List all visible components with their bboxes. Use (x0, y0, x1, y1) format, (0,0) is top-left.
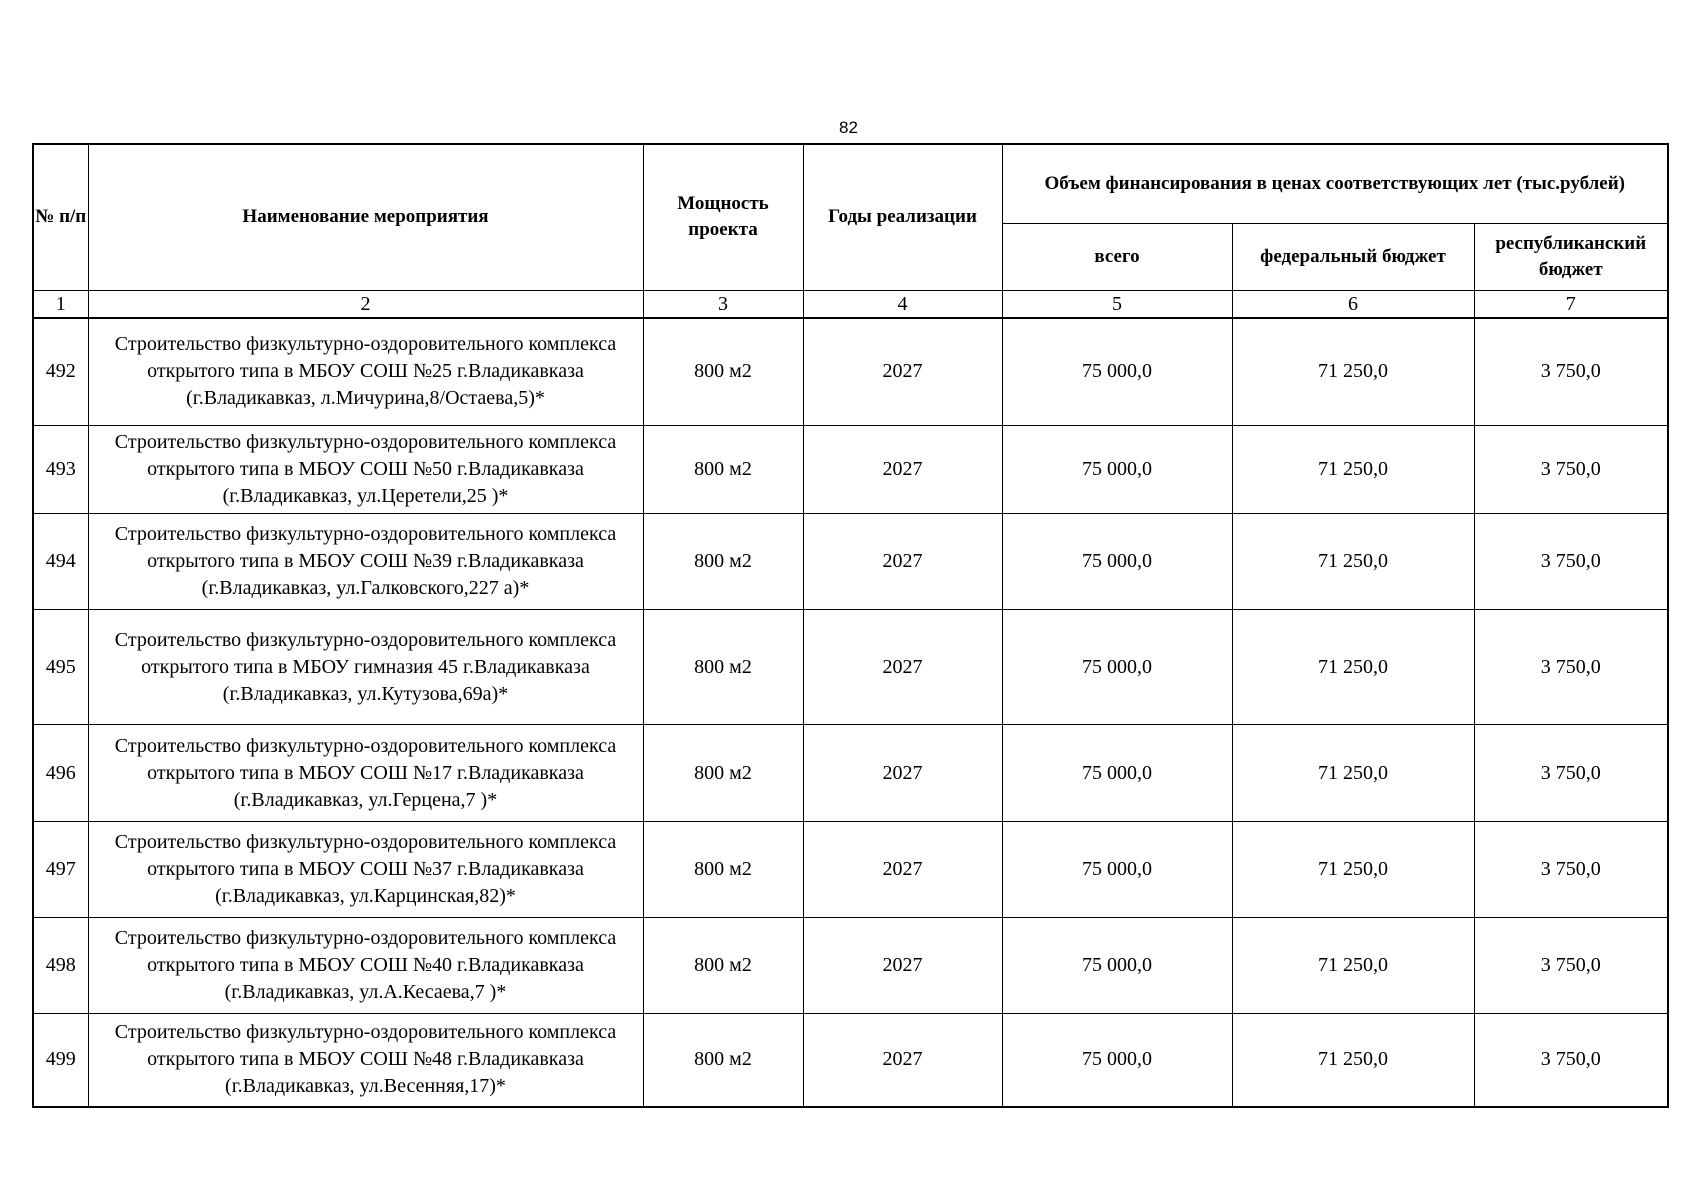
table-row (33, 918, 1668, 1014)
header-funding: Объем финансирования в ценах соответствующих лет (тыс.рублей) (1002, 144, 1668, 223)
header-num: № п/п (33, 144, 88, 290)
funding-federal: 71 250,0 (1232, 318, 1474, 426)
header-capacity: Мощность проекта (643, 144, 803, 290)
implementation-year: 2027 (803, 725, 1002, 822)
project-capacity: 800 м2 (643, 318, 803, 426)
implementation-year: 2027 (803, 918, 1002, 1014)
implementation-year: 2027 (803, 318, 1002, 426)
funding-total: 75 000,0 (1002, 610, 1232, 725)
funding-federal: 71 250,0 (1232, 514, 1474, 610)
row-number: 495 (33, 610, 88, 725)
funding-federal: 71 250,0 (1232, 918, 1474, 1014)
column-number: 3 (643, 290, 803, 318)
header-name: Наименование мероприятия (88, 144, 643, 290)
row-number: 498 (33, 918, 88, 1014)
financing-table (32, 143, 1669, 1108)
funding-total: 75 000,0 (1002, 318, 1232, 426)
table-row (33, 514, 1668, 610)
event-name: Строительство физкультурно-оздоровительного комплекса открытого типа в МБОУ СОШ №48 г.Владикавказа (г.Владикавказ, ул.Весенняя,17)* (88, 1014, 643, 1107)
funding-republic: 3 750,0 (1474, 725, 1668, 822)
row-number: 493 (33, 426, 88, 514)
project-capacity: 800 м2 (643, 918, 803, 1014)
funding-total: 75 000,0 (1002, 426, 1232, 514)
project-capacity: 800 м2 (643, 822, 803, 918)
event-name: Строительство физкультурно-оздоровительного комплекса открытого типа в МБОУ СОШ №37 г.Владикавказа (г.Владикавказ, ул.Карцинская,82)* (88, 822, 643, 918)
table-row (33, 725, 1668, 822)
project-capacity: 800 м2 (643, 426, 803, 514)
implementation-year: 2027 (803, 610, 1002, 725)
project-capacity: 800 м2 (643, 725, 803, 822)
table-row (33, 318, 1668, 426)
column-numbers-row (33, 290, 1668, 318)
implementation-year: 2027 (803, 426, 1002, 514)
header-federal: федеральный бюджет (1232, 223, 1474, 290)
column-number: 5 (1002, 290, 1232, 318)
implementation-year: 2027 (803, 514, 1002, 610)
funding-federal: 71 250,0 (1232, 725, 1474, 822)
event-name: Строительство физкультурно-оздоровительного комплекса открытого типа в МБОУ СОШ №39 г.Владикавказа (г.Владикавказ, ул.Галковского,227 а)* (88, 514, 643, 610)
row-number: 496 (33, 725, 88, 822)
funding-total: 75 000,0 (1002, 822, 1232, 918)
column-number: 1 (33, 290, 88, 318)
project-capacity: 800 м2 (643, 1014, 803, 1107)
implementation-year: 2027 (803, 822, 1002, 918)
row-number: 492 (33, 318, 88, 426)
funding-federal: 71 250,0 (1232, 822, 1474, 918)
row-number: 497 (33, 822, 88, 918)
funding-republic: 3 750,0 (1474, 610, 1668, 725)
table-row (33, 1014, 1668, 1107)
row-number: 494 (33, 514, 88, 610)
project-capacity: 800 м2 (643, 514, 803, 610)
column-number: 6 (1232, 290, 1474, 318)
header-total: всего (1002, 223, 1232, 290)
funding-republic: 3 750,0 (1474, 426, 1668, 514)
funding-federal: 71 250,0 (1232, 426, 1474, 514)
header-republic: республиканский бюджет (1474, 223, 1668, 290)
funding-federal: 71 250,0 (1232, 1014, 1474, 1107)
event-name: Строительство физкультурно-оздоровительного комплекса открытого типа в МБОУ гимназия 45 г.Владикавказа (г.Владикавказ, ул.Кутузова,69а)* (88, 610, 643, 725)
funding-total: 75 000,0 (1002, 918, 1232, 1014)
event-name: Строительство физкультурно-оздоровительного комплекса открытого типа в МБОУ СОШ №50 г.Владикавказа (г.Владикавказ, ул.Церетели,25 )* (88, 426, 643, 514)
funding-republic: 3 750,0 (1474, 514, 1668, 610)
funding-total: 75 000,0 (1002, 1014, 1232, 1107)
event-name: Строительство физкультурно-оздоровительного комплекса открытого типа в МБОУ СОШ №17 г.Владикавказа (г.Владикавказ, ул.Герцена,7 )* (88, 725, 643, 822)
row-number: 499 (33, 1014, 88, 1107)
funding-republic: 3 750,0 (1474, 918, 1668, 1014)
column-number: 4 (803, 290, 1002, 318)
header-years: Годы реализации (803, 144, 1002, 290)
column-number: 2 (88, 290, 643, 318)
project-capacity: 800 м2 (643, 610, 803, 725)
table-row (33, 426, 1668, 514)
funding-total: 75 000,0 (1002, 514, 1232, 610)
table-row (33, 822, 1668, 918)
funding-federal: 71 250,0 (1232, 610, 1474, 725)
funding-republic: 3 750,0 (1474, 1014, 1668, 1107)
funding-total: 75 000,0 (1002, 725, 1232, 822)
event-name: Строительство физкультурно-оздоровительного комплекса открытого типа в МБОУ СОШ №40 г.Владикавказа (г.Владикавказ, ул.А.Кесаева,7 )* (88, 918, 643, 1014)
funding-republic: 3 750,0 (1474, 822, 1668, 918)
implementation-year: 2027 (803, 1014, 1002, 1107)
page-number: 82 (839, 118, 858, 137)
event-name: Строительство физкультурно-оздоровительного комплекса открытого типа в МБОУ СОШ №25 г.Владикавказа (г.Владикавказ, л.Мичурина,8/Остаева,5)* (88, 318, 643, 426)
column-number: 7 (1474, 290, 1668, 318)
funding-republic: 3 750,0 (1474, 318, 1668, 426)
table-row (33, 610, 1668, 725)
